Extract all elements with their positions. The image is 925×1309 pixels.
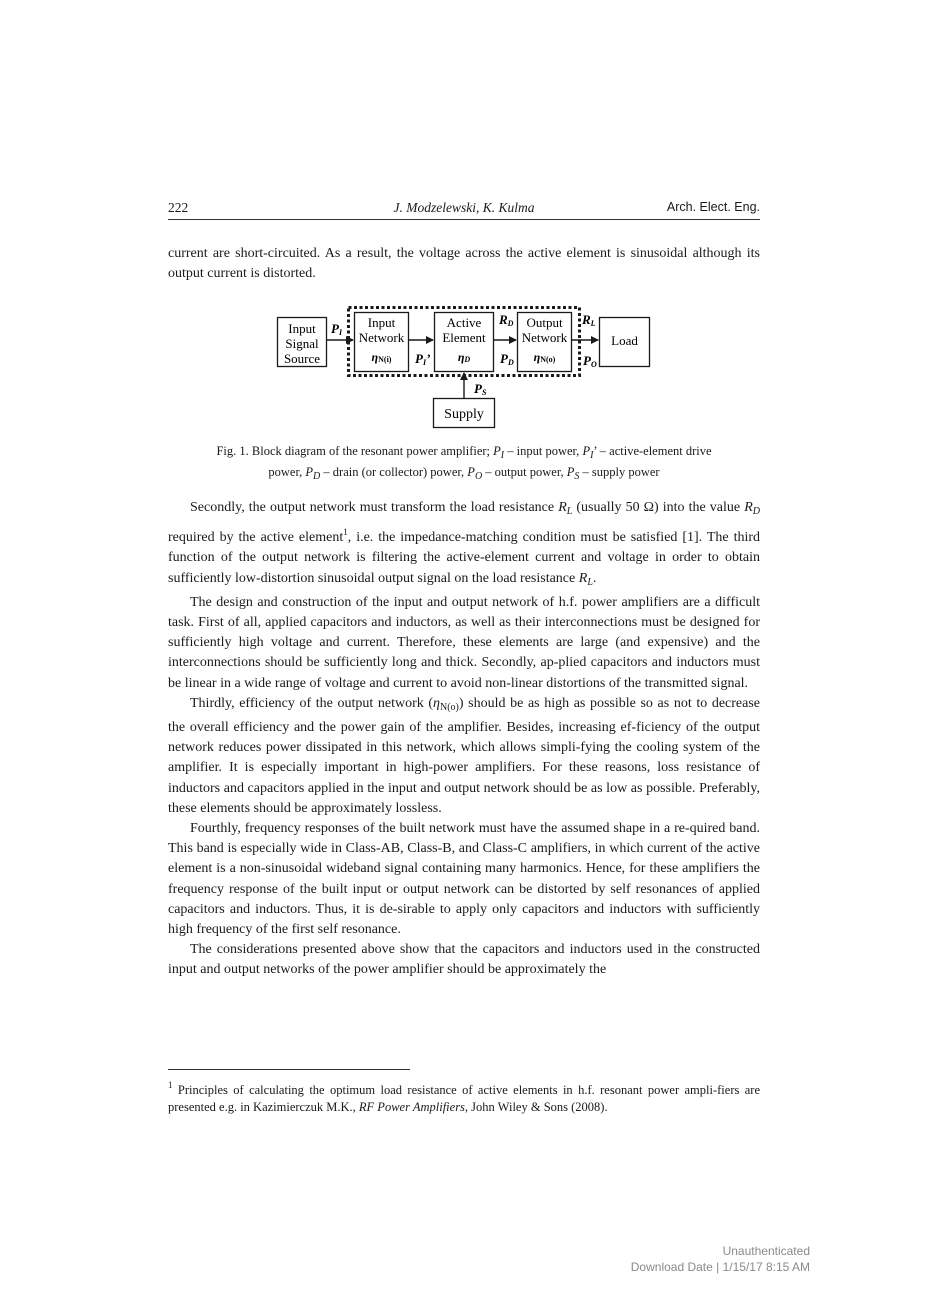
intro-paragraph xyxy=(168,244,760,284)
figure-caption: Fig. 1. Block diagram of the resonant power amplifier; $P_I$ – input power, $P_I$’ – active-element drive power, $P_D$ – drain (or collector) power, $P_O$ – output power, $P_S$ – supply power xyxy=(216,444,712,482)
source-line-2: Signal xyxy=(285,336,319,351)
eta-active: ηD xyxy=(457,350,471,364)
active-line-1: Active xyxy=(446,315,482,330)
block-diagram xyxy=(0,300,925,435)
figure-1 xyxy=(0,300,925,435)
download-stamp xyxy=(631,1243,810,1275)
source-line-3: Source xyxy=(283,351,321,366)
paragraph-considerations: The considerations presented above show that the capacitors and inductors used in the constructed input and output networks of the power amplifier should be approximately the xyxy=(168,942,760,978)
label-pd: PD xyxy=(500,351,514,367)
paragraph-fourthly: Fourthly, frequency responses of the built network must have the assumed shape in a re-quired band. This band is especially wide in Class-AB, Class-B, and Class-C amplifiers, in which current of the active element is a non-sinusoidal wideband signal containing many harmonics. Hence, for these amplifiers the frequency response of the built input or output network can be distorted by self resonances of applied capacitors and inductors. Thus, it is de-sirable to apply only capacitors and inductors with sufficiently high frequency of the first self resonance. xyxy=(168,821,760,938)
label-rl: RL xyxy=(582,312,596,328)
label-pi: PI xyxy=(331,321,343,337)
intro-text: current are short-circuited. As a result, the voltage across the active element is sinusoidal although its output current is distorted. xyxy=(168,246,760,282)
paragraph-secondly: Secondly, the output network must transform the load resistance $R_L$ (usually 50 Ω) into the value $R_D$ required by the active element$^1$, i.e. the impedance-matching condition must be satisfied [1]. The third function of the output network is filtering the active-element current and voltage in order to obtain sufficiently low-distortion sinusoidal output signal on the load resistance $R_L$. xyxy=(168,500,761,588)
journal-name: Arch. Elect. Eng. xyxy=(666,200,760,214)
stamp-line-1: Unauthenticated xyxy=(722,1244,810,1258)
output-network-line-2: Network xyxy=(521,330,568,345)
footnote: $^1$ Principles of calculating the optimum load resistance of active elements in h.f. resonant power ampli-fiers are presented e.g. in Kazimierczuk M.K., RF Power Amplifiers, John Wiley & Sons (2008). xyxy=(168,1080,760,1114)
footnote-rule xyxy=(168,1069,410,1070)
running-authors: J. Modzelewski, K. Kulma xyxy=(393,200,535,215)
eta-output: ηN(o) xyxy=(533,350,556,364)
input-network-line-2: Network xyxy=(358,330,405,345)
label-pi-prime: PI’ xyxy=(415,351,431,367)
load-label: Load xyxy=(611,333,638,348)
active-line-2: Element xyxy=(442,330,486,345)
label-rd: RD xyxy=(499,312,514,328)
stamp-line-2: Download Date | 1/15/17 8:15 AM xyxy=(630,1260,810,1274)
paragraph-design: The design and construction of the input and output network of h.f. power amplifiers are a difficult task. First of all, applied capacitors and inductors, as well as their interconnections must be designed for sufficiently high voltage and current. Therefore, these elements are large (and expensive) and the interconnections should be sufficiently long and thick. Secondly, ap-plied capacitors and inductors must be linear in a wide range of voltage and current to avoid non-linear distortions of the transmitted signal. xyxy=(168,594,760,691)
paragraph-thirdly: Thirdly, efficiency of the output network $(\eta_{N(o)})$ should be as high as possible so as not to decrease the overall efficiency and the power gain of the amplifier. Besides, increasing ef-ficiency of the output network reduces power dissipated in this network, which allows simpli-fying the cooling system of the amplifier. It is especially important in high-power amplifiers. For these reasons, loss resistance of inductors and capacitors applied in the input and output network should be as low as possible. Preferably, these elements should be approximately lossless. xyxy=(168,695,761,816)
eta-input: ηN(i) xyxy=(371,350,392,364)
label-po: PO xyxy=(583,353,597,369)
supply-label: Supply xyxy=(444,407,484,422)
input-network-line-1: Input xyxy=(367,315,396,330)
running-header xyxy=(168,199,760,220)
source-line-1: Input xyxy=(288,321,316,336)
page-number: 222 xyxy=(168,200,189,215)
label-ps: PS xyxy=(474,381,487,397)
body-text xyxy=(168,498,760,981)
output-network-line-1: Output xyxy=(526,315,563,330)
